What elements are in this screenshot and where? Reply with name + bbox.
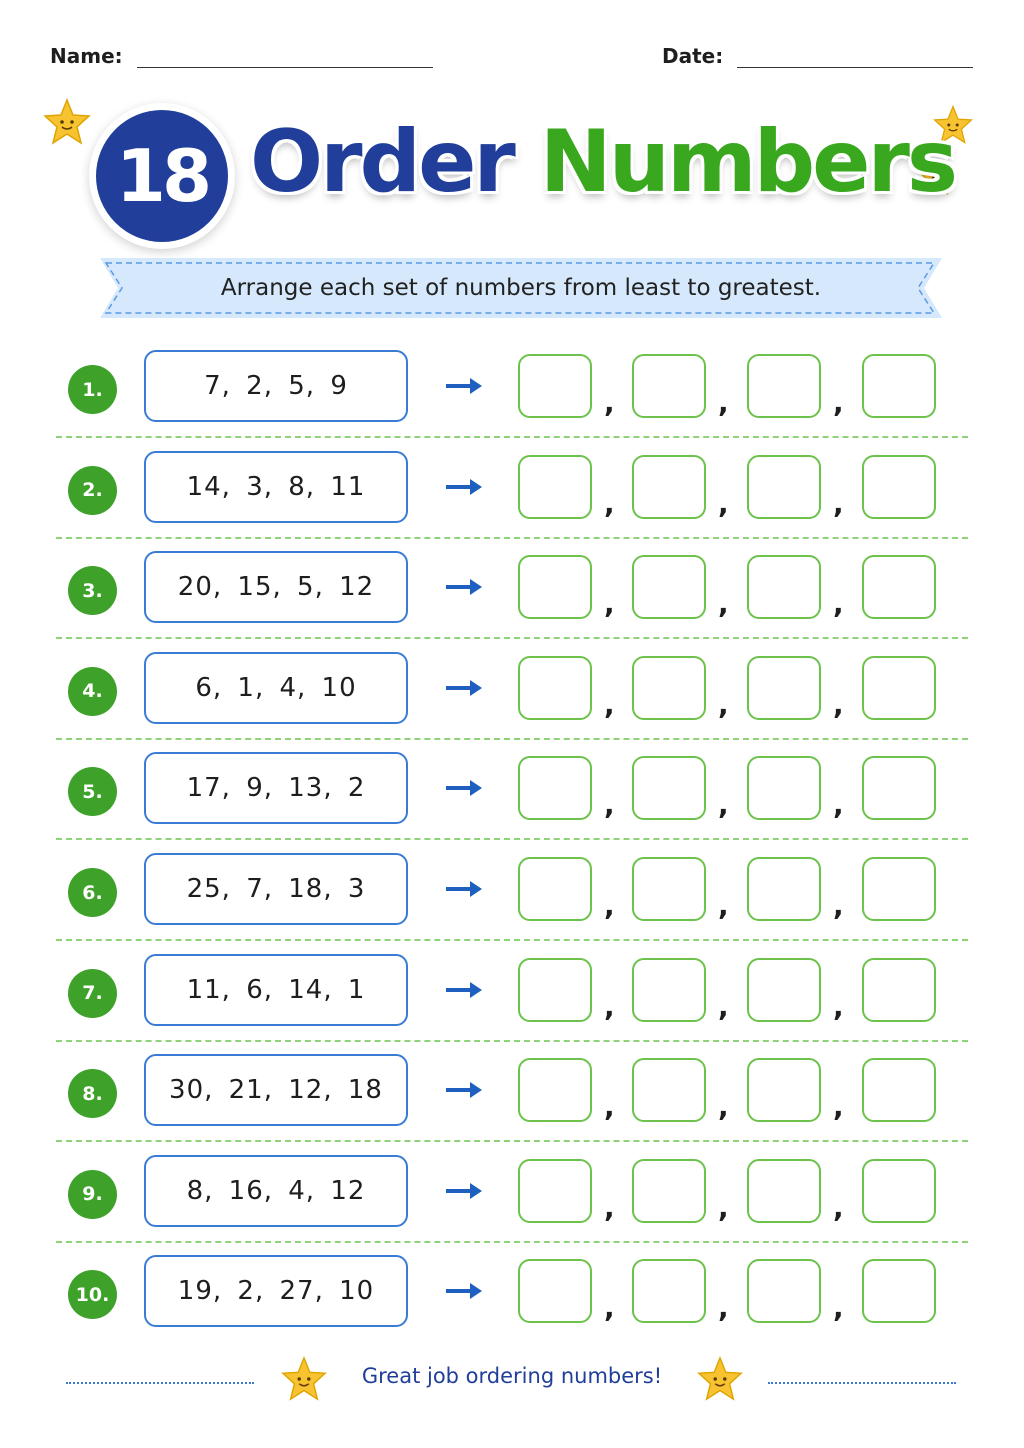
number-set: 30, 21, 12, 18	[144, 1054, 408, 1126]
row-divider	[56, 838, 968, 840]
answer-box[interactable]	[862, 756, 936, 820]
answer-comma: ,	[833, 788, 844, 822]
arrow-right-icon	[444, 980, 484, 1000]
answer-box[interactable]	[862, 354, 936, 418]
answer-comma: ,	[718, 889, 729, 922]
problem-row	[0, 954, 1024, 1054]
problem-number: 3.	[68, 566, 117, 615]
number-set: 11, 6, 14, 1	[144, 954, 408, 1026]
answer-box[interactable]	[862, 958, 936, 1022]
answer-box[interactable]	[747, 857, 821, 921]
answer-box[interactable]	[632, 1058, 706, 1122]
answer-box[interactable]	[862, 455, 936, 519]
problem-number: 2.	[68, 466, 117, 515]
answer-box[interactable]	[862, 555, 936, 619]
arrow-right-icon	[444, 376, 484, 396]
answer-comma: ,	[718, 486, 729, 520]
instruction-banner	[100, 254, 942, 322]
arrow-right-icon	[444, 778, 484, 798]
worksheet-title	[92, 104, 956, 244]
answer-comma: ,	[718, 788, 729, 822]
row-divider	[56, 1040, 968, 1042]
date-field[interactable]	[662, 44, 973, 68]
star-icon	[42, 98, 92, 146]
name-underline[interactable]	[137, 47, 433, 68]
number-set: 14, 3, 8, 11	[144, 451, 408, 523]
row-divider	[56, 738, 968, 740]
problem-row	[0, 451, 1024, 551]
answer-box[interactable]	[862, 857, 936, 921]
answer-box[interactable]	[518, 1159, 592, 1223]
row-divider	[56, 939, 968, 941]
footer-divider-right	[768, 1382, 956, 1384]
answer-comma: ,	[604, 1190, 615, 1224]
number-set: 19, 2, 27, 10	[144, 1255, 408, 1327]
answer-box[interactable]	[518, 958, 592, 1022]
answer-box[interactable]	[632, 354, 706, 418]
row-divider	[56, 537, 968, 539]
answer-box[interactable]	[518, 1058, 592, 1122]
row-divider	[56, 637, 968, 639]
problem-number: 1.	[68, 365, 117, 414]
answer-box[interactable]	[747, 656, 821, 720]
star-icon	[696, 1356, 744, 1402]
answer-box[interactable]	[747, 1058, 821, 1122]
answer-comma: ,	[718, 1090, 729, 1124]
number-set: 25, 7, 18, 3	[144, 853, 408, 925]
answer-comma: ,	[604, 989, 615, 1023]
answer-box[interactable]	[747, 354, 821, 418]
problem-number: 10.	[68, 1270, 117, 1319]
answer-box[interactable]	[747, 1159, 821, 1223]
number-badge	[96, 110, 228, 242]
answer-comma: ,	[604, 788, 615, 822]
number-set: 8, 16, 4, 12	[144, 1155, 408, 1227]
problem-number: 5.	[68, 767, 117, 816]
number-set: 6, 1, 4, 10	[144, 652, 408, 724]
answer-box[interactable]	[518, 455, 592, 519]
answer-box[interactable]	[518, 656, 592, 720]
answer-box[interactable]	[862, 1058, 936, 1122]
arrow-right-icon	[444, 577, 484, 597]
problem-row	[0, 1255, 1024, 1355]
name-label: Name:	[50, 44, 123, 68]
row-divider	[56, 1241, 968, 1243]
answer-box[interactable]	[632, 455, 706, 519]
answer-comma: ,	[833, 386, 844, 419]
problem-row	[0, 652, 1024, 752]
answer-comma: ,	[833, 486, 844, 520]
answer-box[interactable]	[518, 354, 592, 418]
row-divider	[56, 1140, 968, 1142]
arrow-right-icon	[444, 477, 484, 497]
answer-box[interactable]	[632, 857, 706, 921]
answer-comma: ,	[604, 1291, 615, 1325]
number-set: 17, 9, 13, 2	[144, 752, 408, 824]
answer-box[interactable]	[747, 555, 821, 619]
answer-box[interactable]	[632, 656, 706, 720]
answer-box[interactable]	[518, 555, 592, 619]
problem-number: 7.	[68, 969, 117, 1018]
answer-box[interactable]	[632, 1159, 706, 1223]
problem-row	[0, 752, 1024, 852]
footer-message: Great job ordering numbers!	[361, 1364, 663, 1388]
title-text	[250, 112, 955, 212]
answer-box[interactable]	[632, 555, 706, 619]
answer-comma: ,	[718, 1190, 729, 1224]
answer-box[interactable]	[862, 1159, 936, 1223]
answer-box[interactable]	[518, 1259, 592, 1323]
answer-box[interactable]	[747, 756, 821, 820]
answer-box[interactable]	[632, 1259, 706, 1323]
answer-comma: ,	[604, 889, 615, 922]
title-word-order: Order	[250, 112, 513, 212]
answer-box[interactable]	[747, 1259, 821, 1323]
answer-comma: ,	[718, 386, 729, 419]
answer-comma: ,	[604, 587, 615, 621]
answer-comma: ,	[833, 687, 844, 721]
answer-comma: ,	[604, 386, 615, 419]
problem-number: 6.	[68, 868, 117, 917]
arrow-right-icon	[444, 1080, 484, 1100]
answer-comma: ,	[718, 989, 729, 1023]
problem-row	[0, 551, 1024, 651]
problem-number: 8.	[68, 1069, 117, 1118]
answer-comma: ,	[604, 486, 615, 520]
answer-box[interactable]	[862, 1259, 936, 1323]
answer-box[interactable]	[632, 958, 706, 1022]
title-word-numbers: Numbers	[539, 112, 956, 212]
answer-comma: ,	[833, 1090, 844, 1124]
date-label: Date:	[662, 44, 724, 68]
problem-row	[0, 350, 1024, 450]
answer-box[interactable]	[518, 857, 592, 921]
answer-comma: ,	[833, 1190, 844, 1224]
row-divider	[56, 436, 968, 438]
answer-comma: ,	[718, 687, 729, 721]
answer-box[interactable]	[632, 756, 706, 820]
answer-comma: ,	[833, 989, 844, 1023]
date-underline[interactable]	[737, 47, 973, 68]
problem-number: 4.	[68, 667, 117, 716]
star-icon	[280, 1356, 328, 1402]
answer-box[interactable]	[518, 756, 592, 820]
answer-comma: ,	[718, 1291, 729, 1325]
answer-comma: ,	[833, 587, 844, 621]
answer-comma: ,	[833, 1291, 844, 1325]
arrow-right-icon	[444, 1281, 484, 1301]
problem-number: 9.	[68, 1170, 117, 1219]
answer-comma: ,	[833, 889, 844, 922]
number-set: 7, 2, 5, 9	[144, 350, 408, 422]
problem-row	[0, 1054, 1024, 1154]
badge-number: 18	[115, 134, 209, 218]
arrow-right-icon	[444, 678, 484, 698]
number-set: 20, 15, 5, 12	[144, 551, 408, 623]
problem-row	[0, 1155, 1024, 1255]
answer-box[interactable]	[747, 455, 821, 519]
instruction-text: Arrange each set of numbers from least to greatest.	[220, 275, 822, 301]
name-field[interactable]	[50, 44, 433, 68]
answer-comma: ,	[604, 1090, 615, 1124]
answer-comma: ,	[604, 687, 615, 721]
answer-box[interactable]	[862, 656, 936, 720]
footer-divider-left	[66, 1382, 254, 1384]
problem-row	[0, 853, 1024, 953]
arrow-right-icon	[444, 1181, 484, 1201]
arrow-right-icon	[444, 879, 484, 899]
answer-box[interactable]	[747, 958, 821, 1022]
answer-comma: ,	[718, 587, 729, 621]
